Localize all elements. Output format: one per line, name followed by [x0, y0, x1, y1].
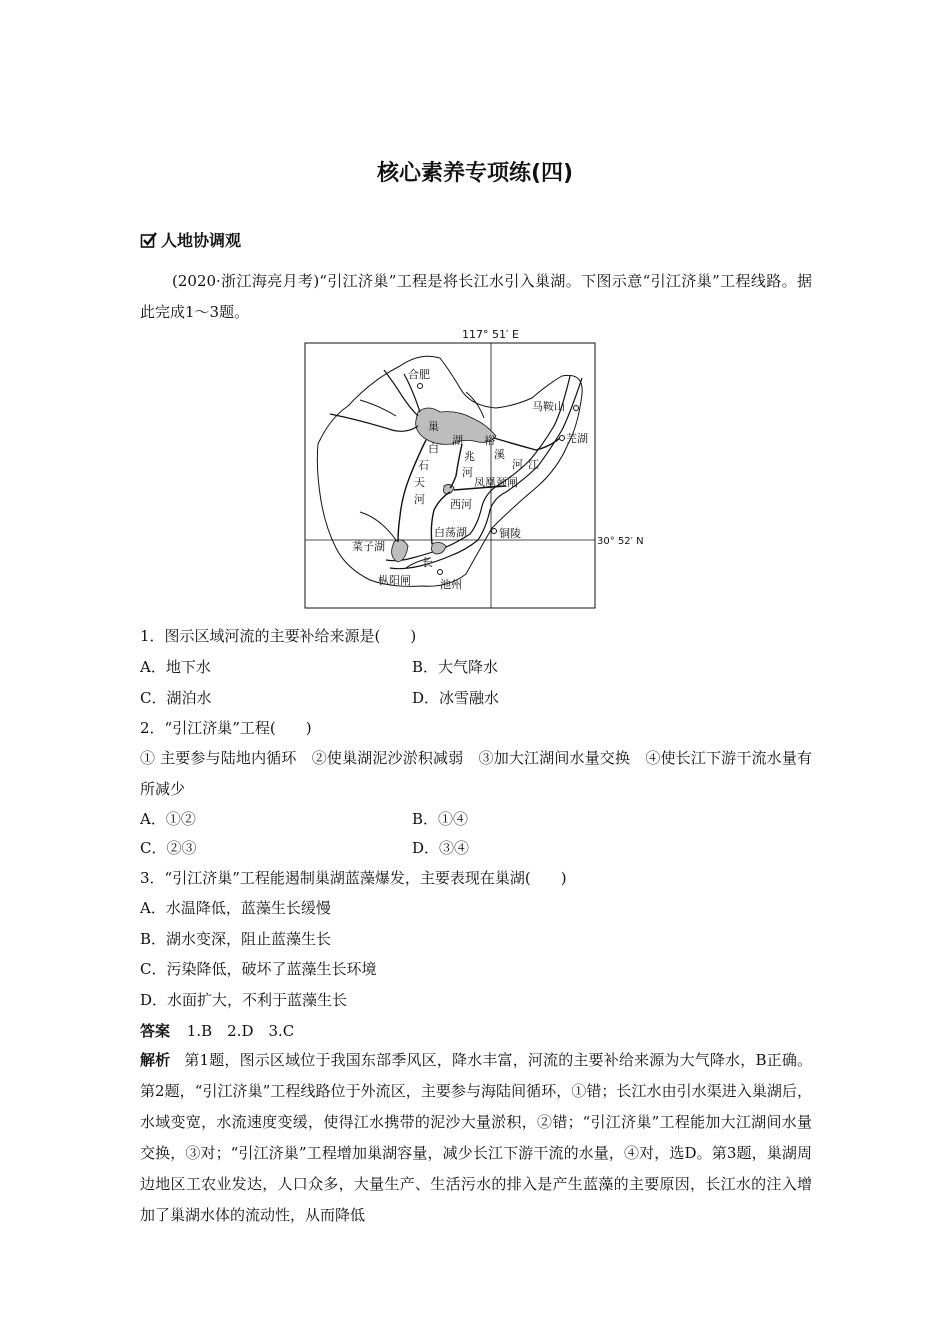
- tributary-6: [360, 512, 396, 540]
- latitude-label: 30° 52′ N: [597, 536, 644, 547]
- label-shi: 石: [418, 459, 429, 472]
- analysis-text: 第1题，图示区域位于我国东部季风区，降水丰富，河流的主要补给来源为大气降水，B正确。第2题，“引江济巢”工程线路位于外流区，主要参与海陆间循环，①错；长江水由引水渠进入巢湖后，水域变宽，水流速度变缓，使得江水携带的泥沙大量淤积，②错；“引江济巢”工程能加大江湖间水量交换，③对；“引江济巢”工程增加巢湖容量，减少长江下游干流的水量，④对，选D。第3题，巢湖周边地区工农业发达，人口众多，大量生产、生活污水的排入是产生蓝藻的主要原因，长江水的注入增加了巢湖水体的流动性，从而降低: [140, 1051, 812, 1224]
- label-tongling: 铜陵: [499, 527, 521, 540]
- label-wuhu: 芜湖: [566, 432, 588, 445]
- checkbox-icon: [140, 231, 158, 249]
- label-baidanghu: 白荡湖: [434, 526, 467, 539]
- baidanghu-lake: [432, 542, 447, 554]
- label-chang: 长: [422, 556, 433, 569]
- question-1-option-c: C．湖泊水: [140, 689, 212, 707]
- longitude-label: 117° 51′ E: [462, 328, 519, 341]
- question-1-option-a: A．地下水: [140, 658, 211, 676]
- question-3-option-c: C．污染降低，破坏了蓝藻生长环境: [140, 960, 377, 978]
- tongling-marker: [492, 529, 497, 534]
- intro-paragraph: (2020·浙江海亮月考)“引江济巢”工程是将长江水引入巢湖。下图示意“引江济巢”工程线路。据此完成1～3题。: [140, 272, 812, 321]
- analysis-paragraph: [140, 1045, 812, 1231]
- question-2-option-a: A．①②: [140, 810, 196, 828]
- question-3-stem: 3．“引江济巢”工程能遏制巢湖蓝藻爆发，主要表现在巢湖( ): [140, 869, 567, 887]
- label-bai: 白: [428, 442, 439, 455]
- answer-label: 答案: [140, 1022, 171, 1040]
- label-zhao: 兆: [464, 450, 475, 463]
- project-route-map: [300, 326, 644, 612]
- label-hu: 湖: [452, 434, 463, 447]
- question-2-statements: ① 主要参与陆地内循环 ②使巢湖泥沙淤积减弱 ③加大江湖间水量交换 ④使长江下游干流水量有所减少: [140, 749, 812, 798]
- question-2-option-b: B．①④: [412, 810, 469, 828]
- question-2-stem: 2．“引江济巢”工程( ): [140, 719, 312, 737]
- question-3-option-d: D．水面扩大，不利于蓝藻生长: [140, 991, 348, 1009]
- label-xihe: 西河: [450, 498, 472, 511]
- question-2-option-c: C．②③: [140, 839, 197, 857]
- tributary-4: [360, 400, 396, 416]
- label-maanshan: 马鞍山: [532, 400, 565, 413]
- label-he1: 河: [414, 493, 425, 506]
- question-1-option-d: D．冰雪融水: [412, 689, 500, 707]
- label-fenghuangjingzha: 凤凰颈闸: [474, 476, 518, 489]
- hefei-marker: [418, 384, 423, 389]
- chizhou-marker: [438, 570, 443, 575]
- label-tian: 天: [414, 476, 425, 489]
- question-2-option-d: D．③④: [412, 839, 470, 857]
- section-label: 人地协调观: [161, 231, 242, 250]
- baishitian-river-route: [398, 440, 426, 542]
- question-1-stem: 1．图示区域河流的主要补给来源是( ): [140, 627, 417, 645]
- label-chizhou: 池州: [440, 578, 462, 591]
- question-1-option-b: B．大气降水: [412, 658, 499, 676]
- label-he2: 河: [462, 466, 473, 479]
- label-he3: 河: [512, 458, 523, 471]
- question-3-option-a: A．水温降低，蓝藻生长缓慢: [140, 899, 331, 917]
- analysis-label: 解析: [140, 1051, 171, 1069]
- maanshan-marker: [574, 406, 579, 411]
- section-heading: [140, 228, 241, 251]
- label-jiang: 江: [528, 458, 539, 471]
- label-chao: 巢: [428, 420, 439, 433]
- label-yu: 裕: [484, 434, 495, 447]
- answer-line: [140, 1021, 294, 1041]
- page-title: 核心素养专项练(四): [376, 161, 574, 186]
- tributary-3: [330, 414, 418, 431]
- label-caizihu: 菜子湖: [352, 540, 385, 553]
- label-hefei: 合肥: [408, 368, 430, 381]
- label-fengyangzha: 枞阳闸: [378, 574, 411, 587]
- caizihu-lake: [392, 540, 408, 562]
- label-xi: 溪: [494, 448, 505, 461]
- wuhu-marker: [560, 436, 565, 441]
- answer-text: 1.B 2.D 3.C: [186, 1022, 295, 1040]
- question-3-option-b: B．湖水变深，阻止蓝藻生长: [140, 930, 332, 948]
